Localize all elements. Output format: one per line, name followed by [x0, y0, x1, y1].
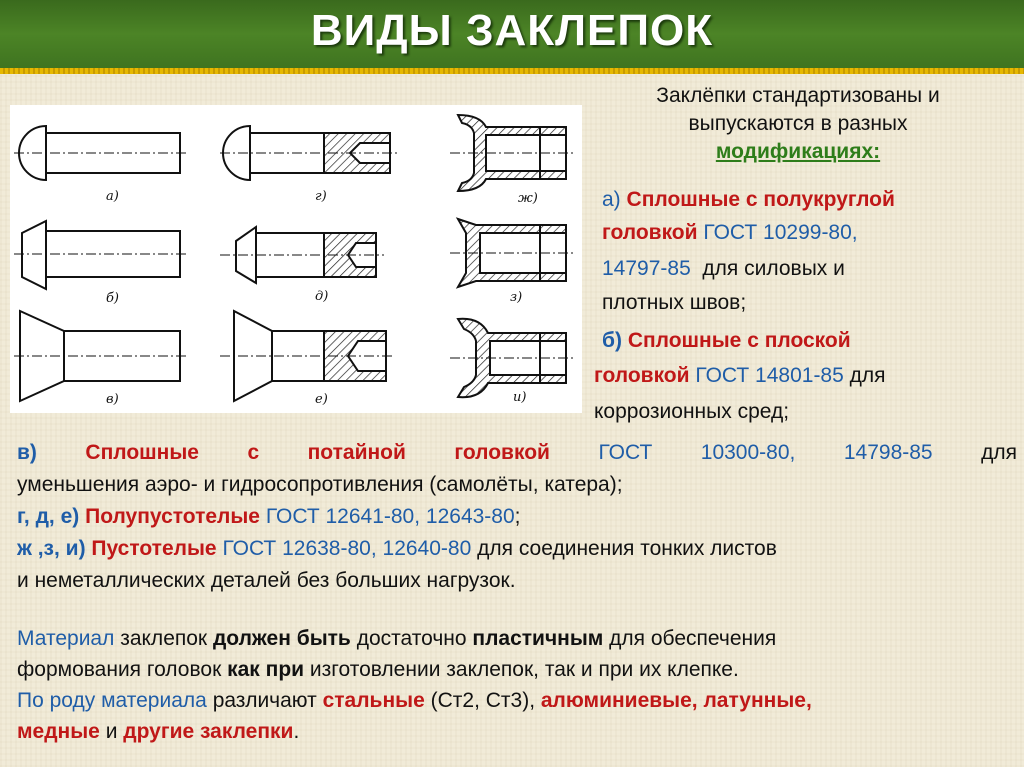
fig-label-b: б)	[106, 291, 120, 306]
item-v-line1: в) Сплошные с потайной головкой ГОСТ 10300-80, 14798-85 для	[17, 441, 1017, 464]
item-b-line3: коррозионных сред;	[594, 400, 790, 423]
slide-title: ВИДЫ ЗАКЛЕПОК	[310, 6, 714, 55]
rivet-types-list	[17, 437, 1017, 597]
item-a-line1: а) Сплошные с полукруглой	[602, 188, 895, 211]
item-gde: г, д, е) Полупустотелые ГОСТ 12641-80, 12643-80;	[17, 505, 521, 528]
fig-label-a: а)	[106, 189, 119, 204]
fig-label-g: г)	[315, 189, 327, 204]
item-zhzi-line1: ж ,з, и) Пустотелые ГОСТ 12638-80, 12640-80 для соединения тонких листов	[17, 537, 777, 560]
intro-text	[588, 82, 1008, 166]
fig-label-i: и)	[513, 390, 527, 405]
rivet-types-figure	[10, 105, 582, 413]
fig-label-zh: ж)	[518, 191, 538, 206]
item-b-line2: головкой ГОСТ 14801-85 для	[594, 364, 886, 387]
item-a-line4: плотных швов;	[602, 291, 747, 314]
title-underline	[0, 68, 1024, 74]
modifications-link: модификациях:	[715, 140, 881, 163]
material-line2: формования головок как при изготовлении заклепок, так и при их клепке.	[17, 658, 739, 681]
material-line1: Материал заклепок должен быть достаточно пластичным для обеспечения	[17, 627, 777, 650]
item-a-line2: головкой ГОСТ 10299-80,	[602, 221, 858, 244]
fig-label-v: в)	[106, 392, 119, 407]
kind-line2: медные и другие заклепки.	[17, 720, 300, 743]
item-b-line1: б) Сплошные с плоской	[602, 329, 851, 352]
intro-line1: Заклёпки стандартизованы и	[656, 84, 940, 107]
rivet-drawings	[10, 105, 582, 413]
item-a-line3: 14797-85 для силовых и	[602, 257, 845, 280]
intro-line2: выпускаются в разных	[688, 112, 908, 135]
fig-label-d: д)	[315, 289, 329, 304]
fig-label-z: з)	[510, 290, 523, 305]
material-paragraph	[17, 623, 1017, 747]
item-v-line2: уменьшения аэро- и гидросопротивления (самолёты, катера);	[17, 473, 623, 496]
item-zhzi-line2: и неметаллических деталей без больших нагрузок.	[17, 569, 516, 592]
kind-line1: По роду материала различают стальные (Ст2, Ст3), алюминиевые, латунные,	[17, 689, 812, 712]
rivet-b-head	[22, 221, 46, 289]
fig-label-e: е)	[315, 392, 328, 407]
